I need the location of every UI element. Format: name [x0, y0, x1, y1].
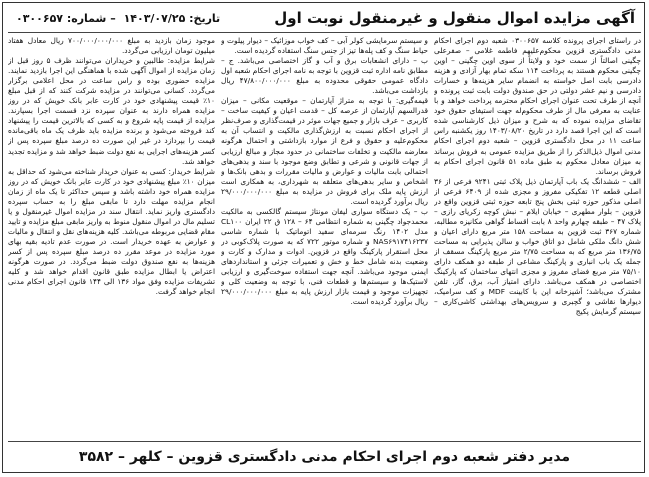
column-right	[434, 36, 641, 438]
column-left	[8, 36, 215, 438]
column-right-text: در راستای اجرای پرونده کلاسه ۰۳۰۰۶۵۷ شعبه دوم اجرای احکام مدنی دادگستری قزوین محکوم‌علیهم فاطمه غلامی – صفرعلی چگینی اصالتاً از سمت خود و ولایتاً از سوی اوین چگینی – اوین چگینی محکوم هستند به پرداخت ۱۱۴ سکه تمام بهار آزادی و هزینه دادرسی بابت اصل خواسته به انضمام سایر هزینه‌ها و خسارات دادرسی و نیم عشر دولتی در حق صندوق دولت بابت ثبت پرونده و آنچه از طرف تحت عنوان اجرای احکام محترمه پرداخت خواهد و با عنایت به معرفی مال از طرف محکوم‌له جهت استیفای حقوق خود تقاضای مزایده نموده که به شرح و میزان ذیل کارشناسی شده است که این اجرا قصد دارد در تاریخ ۱۴۰۳/۰۸/۲۰ روز یکشنبه راس ساعت ۱۱ در محل دادگستری قزوین – شعبه دوم اجرای احکام مدنی اموال ذیل‌الذکر را از طریق مزایده عمومی به فروش برساند به میزان معادل محکوم به طبق ماده ۵۱ قانون اجرای احکام به فروش برساند. الف – ششدانگ یک باب آپارتمان ذیل پلاک ثبتی ۹۲۴۱ فرعی از ۳۶ اصلی قطعه ۱۲ تفکیکی مفروز و مجزی شده از ۶۴۰۹ فرعی از اصلی مذکور حوزه ثبتی بخش پنج تابعه حوزه ثبتی قزوین واقع در قزوین – بلوار مطهری – خیابان ایلام – نبش کوچه زکریای رازی – پلاک ۴۷ – طبقه چهارم واحد ۸ بابت اقساط گواهی مکانیزه مطالبه، شماره ۳۶۷ ثبت قزوین به مساحت ۱۵۸ متر مربع دارای اعیان و شش دانگ ملکی شامل دو اتاق خواب و سالن پذیرایی به مساحت ۱۳۶/۷۵ متر مربع که به مساحت ۲/۷۵ متر مربع پارکینگ مسقف از جمله یک باب انباری و پارکینگ مشاعی از طبقه دو همکف دارای ۷۵/۱۰ متر مربع فضای مفروز و مجزی انتهای ساختمان که پارکینگ اختصاصی در همکف می‌باشد. دارای امتیاز آب، برق، گاز، تلفن مشترک می‌باشد؛ آشپزخانه اپن با کابینت MDF و کف سرامیک، دیوارها نقاشی و گچبری و سرویس‌های بهداشتی کاشی‌کاری – سیستم گرمایش پکیج	[434, 36, 641, 317]
notice-body	[8, 36, 641, 438]
column-middle-text: و سیستم سرمایشی کولر آبی – کف خواب موزائیک – دیوار پیلوت و حیاط سنگ و کف پله‌ها تیز از جنس سنگ استفاده گردیده است. ب – دارای انشعابات برق و آب و گاز اختصاصی می‌باشد. ج – مطابق نامه اداره ثبت قزوین با توجه به نامه اجرای احکام شعبه اول دادگاه عمومی حقوقی محدوده به مبلغ ۴۷/۸۰۰/۰۰۰/۰۰۰ ریال بازداشت می‌باشد. قیمه‌گیری: با توجه به متراژ آپارتمان – موقعیت مکانی – میزان قدرالسهم آپارتمان از عرصه کل – قدمت اعیان و کیفیت ساخت – کاربری – عرف بازار و جمیع جهات موثر در قیمت‌گذاری و صرف‌نظر از اجرای احکام نسبت به ارزش‌گذاری مالکیت و انتساب آن به محکوم‌علیه و حقوق و فرع از موارد بازداشتی و احتمال هرگونه معارضه مالکیت و تخلفات ساختمانی در حدود مجاز و مبالغ ارزیابی از جهات قانونی و شرعی و تطابق وضع موجود با سند و بدهی‌های احتمالی بابت مالیات و عوارض و مالیات مقررات و بدهی بانک‌ها و اشخاص و سایر بدهی‌های متعلقه به شهرداری، به همکاری است ارزش پایه ملک برای فروش در مزایده به مبلغ ۲۹/۰۰۰/۰۰۰/۰۰۰ ریال برآورد گردیده است. ب – یک دستگاه سواری لیفان مونتاژ سیستم گالکسی به مالکیت محمدجواد چگینی به شماره انتظامی ۶۴ – ۱۲۸ ق ۲۲ ایران CL۱۰۰ مدل ۱۴۰۲ رنگ سرمه‌ای سفید اتوماتیک با شماره شاسی NAS۶۹۱۷۴۱۶۲۳۷ و شماره موتور ۷۲۲ که به صورت پلاک‌کوبی در محل استقرار پارکینگ واقع در قزوین. ادوات و مدارک و کارت و وضعیت بدنه شامل خط و خش و تعمیرات جزئی و استانداردهای ایمنی موجود می‌باشد. آنچه جهت استفاده سوخت‌گیری و ارزیابی لاستیک‌ها و سیستم‌ها و قطعات فنی، با توجه به وضعیت کلی و تجهیزات موجود و قیمت بازار ارزش پایه به مبلغ ۲۹/۰۰۰/۰۰۰/۰۰۰ ریال برآورد گردیده است.	[221, 36, 428, 307]
notice-footer: مدیر دفتر شعبه دوم اجرای احکام مدنی دادگستری قزوین – کلهر – ۳۵۸۲	[78, 449, 571, 465]
notice-date: تاریخ: ۱۴۰۳/۰۷/۲۵	[123, 11, 221, 25]
footer-divider	[8, 441, 641, 442]
notice-meta	[6, 12, 220, 25]
column-left-text: موجود زمان بازدید به مبلغ ۷۰۰/۰۰۰/۰۰۰/۰۰۰ ریال معادل هفتاد میلیون تومان ارزیابی می‌گردد. شرایط مزایده: طالبین و خریداران می‌توانند ظرف ۵ روز قبل از زمان مزایده از اموال آگهی شده با هماهنگی این اجرا بازدید نمایند. مزایده حضوری بوده و راس ساعت در محل اعلامی برگزار می‌گردد. کسانی می‌توانند در مزایده شرکت کنند که از قبل مبلغ ۱۰٪ قیمت پیشنهادی خود در کارت عابر بانک خویش که در روز مزایده همراه دارند به عنوان سپرده نزد قسمت اجرا بسپارند. مزایده از قیمت پایه شروع و به کسی که بالاترین قیمت را پیشنهاد کند فروخته می‌شود و برنده مزایده باید ظرف یک ماه باقی‌مانده قیمت را بپردازد در غیر این صورت ده درصد مبلغ سپرده پس از کسر هزینه‌های اجرایی به نفع دولت ضبط خواهد شد و مزایده تجدید خواهد شد. شرایط خریدار: کسی به عنوان خریدار شناخته می‌شود که حداقل به میزان ۱۰٪ مبلغ پیشنهادی خود در کارت عابر بانک خویش که در روز مزایده همراه خود داشته باشد و سپس حداکثر تا یک ماه از زمان انجام مزایده مهلت دارد تا مابقی مبلغ را به حساب سپرده دادگستری واریز نماید. انتقال سند در مزایده اموال غیرمنقول و یا تسلیم مال در اموال منقول منوط به واریز مابقی مبلغ مزایده و تایید مقام قضایی مربوطه می‌باشد. کلیه هزینه‌های نقل و انتقال و مالیات و عوارض به عهده خریدار است. در صورت عدم تادیه بقیه بهای مورد مزایده در موعد مقرر ده درصد مبلغ سپرده پس از کسر هزینه‌ها به نفع صندوق دولت ضبط می‌گردد. در صورت هرگونه اعتراض یا ابطال مزایده طبق قانون اقدام خواهد شد و کلیه تشریفات مزایده وفق مواد ۱۳۶ الی ۱۴۴ قانون اجرای احکام مدنی انجام خواهد گرفت.	[8, 36, 215, 297]
notice-title: آگهی مزایده اموال منقول و غیرمنقول نوبت اول	[274, 9, 635, 27]
header-divider	[8, 32, 641, 33]
column-middle	[221, 36, 428, 438]
notice-header	[6, 6, 643, 30]
notice-number: – شماره: ۰۳۰۰۶۵۷	[16, 11, 116, 25]
